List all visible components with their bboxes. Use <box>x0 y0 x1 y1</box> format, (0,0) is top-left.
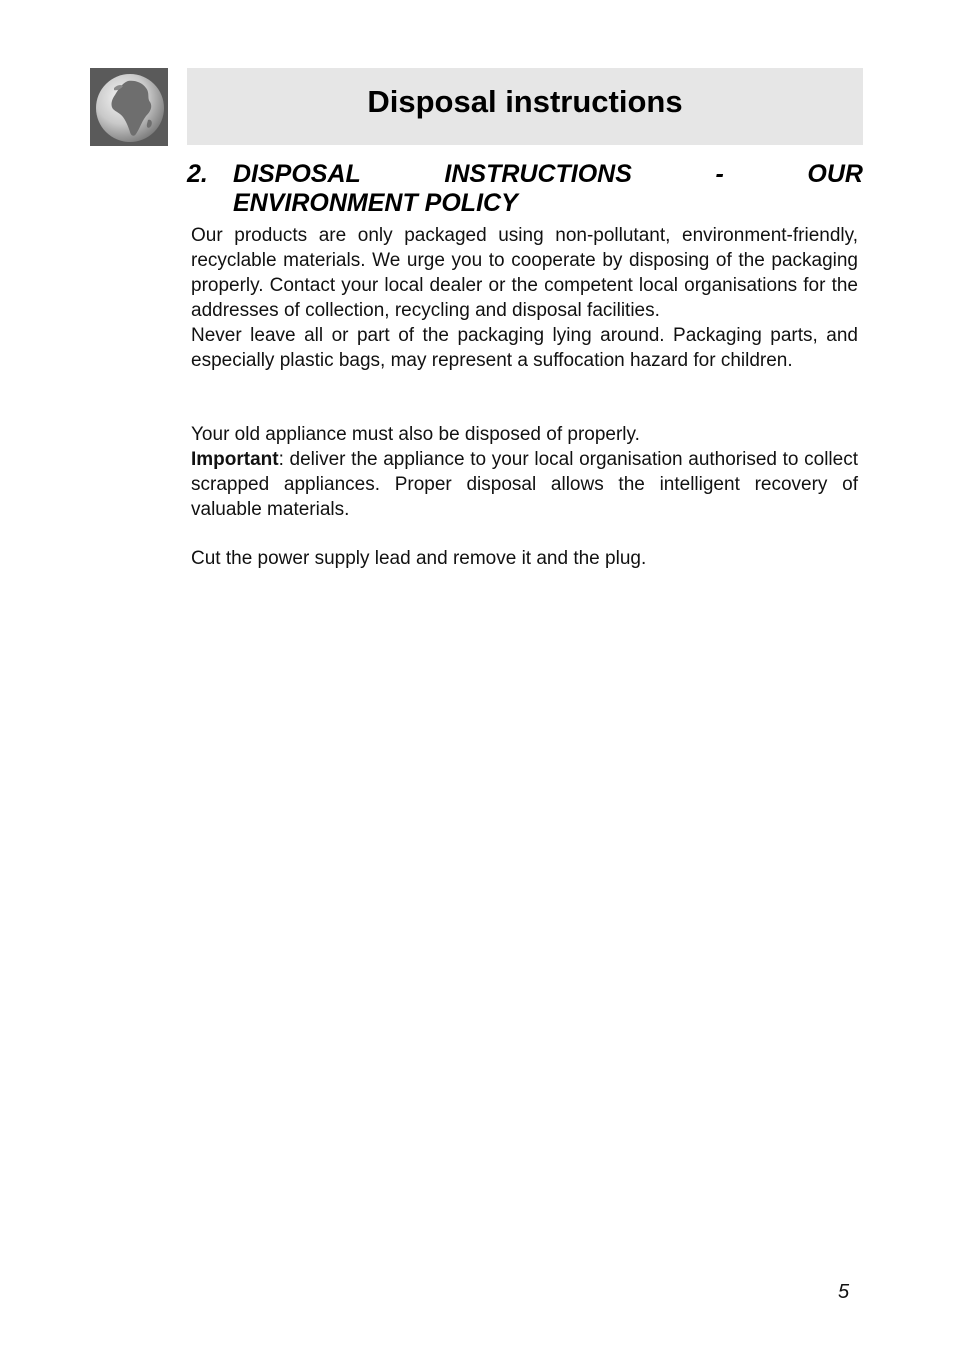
heading-word: DISPOSAL <box>233 160 361 188</box>
important-label: Important <box>191 449 279 470</box>
globe-graphic <box>90 68 168 146</box>
header-band <box>187 68 863 145</box>
section-heading-line-1 <box>233 160 863 189</box>
paragraph-power-lead: Cut the power supply lead and remove it and the plug. <box>191 548 647 569</box>
important-text: : deliver the appliance to your local organisation authorised to collect scrapped appliances. Proper disposal allows the intelligent recovery of valuable materials. <box>191 449 858 520</box>
paragraph-important <box>191 447 858 522</box>
paragraph-hazard: Never leave all or part of the packaging lying around. Packaging parts, and especially plastic bags, may represent a suffocation hazard for children. <box>191 325 858 371</box>
paragraph-packaging: Our products are only packaged using non-pollutant, environment-friendly, recyclable materials. We urge you to cooperate by disposing of the packaging properly. Contact your local dealer or the competent local organisations for the addresses of collection, recycling and disposal facilities. <box>191 225 858 321</box>
section-heading <box>187 160 863 218</box>
section-number: 2. <box>187 160 208 188</box>
body-block-appliance <box>191 422 858 522</box>
section-heading-line-2: ENVIRONMENT POLICY <box>233 189 518 217</box>
page-number: 5 <box>838 1281 850 1303</box>
heading-word: - <box>715 160 724 188</box>
heading-word: INSTRUCTIONS <box>444 160 632 188</box>
page-title: Disposal instructions <box>367 84 683 119</box>
section-heading-text <box>233 160 863 218</box>
body-block-packaging <box>191 223 858 373</box>
paragraph-old-appliance: Your old appliance must also be disposed of properly. <box>191 424 640 445</box>
globe-icon <box>90 68 168 146</box>
heading-word: OUR <box>807 160 863 188</box>
body-block-power <box>191 546 858 571</box>
